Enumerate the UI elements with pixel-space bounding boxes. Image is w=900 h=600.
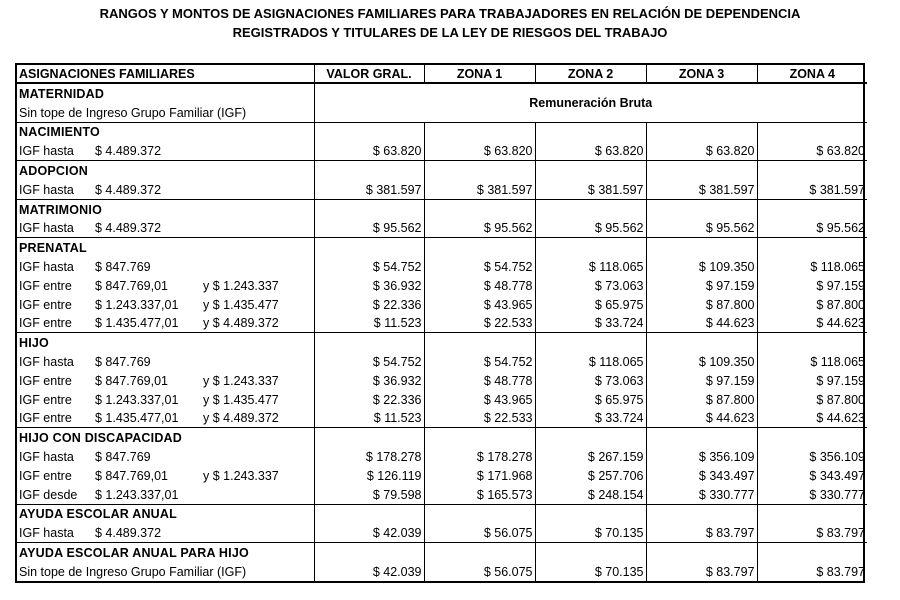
value-cell: $ 54.752 bbox=[424, 352, 535, 371]
value-cell: $ 381.597 bbox=[646, 180, 757, 199]
section-hijo bbox=[17, 333, 867, 352]
range-label: IGF hasta $ 4.489.372 bbox=[19, 182, 162, 197]
value-cell: $ 95.562 bbox=[757, 219, 867, 238]
table-row bbox=[17, 390, 867, 409]
value-cell: $ 330.777 bbox=[646, 485, 757, 504]
value-cell: $ 42.039 bbox=[314, 523, 424, 542]
value-cell: $ 22.336 bbox=[314, 295, 424, 314]
value-cell: $ 257.706 bbox=[535, 466, 646, 485]
value-cell: $ 109.350 bbox=[646, 257, 757, 276]
value-cell: $ 118.065 bbox=[535, 352, 646, 371]
value-cell: $ 95.562 bbox=[424, 219, 535, 238]
value-cell: $ 171.968 bbox=[424, 466, 535, 485]
value-cell: $ 65.975 bbox=[535, 390, 646, 409]
section-hijo-discapacidad bbox=[17, 428, 867, 447]
range-label: IGF desde $ 1.243.337,01 bbox=[19, 487, 179, 502]
value-cell: $ 54.752 bbox=[314, 352, 424, 371]
value-cell: $ 356.109 bbox=[646, 447, 757, 466]
value-cell: $ 381.597 bbox=[424, 180, 535, 199]
table-row bbox=[17, 562, 867, 581]
value-cell: $ 97.159 bbox=[646, 276, 757, 295]
table-row bbox=[17, 447, 867, 466]
value-cell: $ 126.119 bbox=[314, 466, 424, 485]
section-title: AYUDA ESCOLAR ANUAL PARA HIJO bbox=[17, 543, 314, 562]
value-cell: $ 267.159 bbox=[535, 447, 646, 466]
range-label: IGF hasta $ 4.489.372 bbox=[19, 221, 162, 236]
section-matrimonio bbox=[17, 199, 867, 218]
header-asignaciones: ASIGNACIONES FAMILIARES bbox=[17, 65, 314, 83]
value-cell: $ 109.350 bbox=[646, 352, 757, 371]
section-maternidad bbox=[17, 83, 867, 103]
header-zona-2: ZONA 2 bbox=[535, 65, 646, 83]
section-ayuda-escolar bbox=[17, 504, 867, 523]
section-title: MATERNIDAD bbox=[19, 86, 105, 101]
table-row bbox=[17, 523, 867, 542]
value-cell: $ 87.800 bbox=[646, 390, 757, 409]
document-title bbox=[0, 4, 900, 42]
value-cell: $ 33.724 bbox=[535, 409, 646, 428]
value-cell: $ 330.777 bbox=[757, 485, 867, 504]
value-cell: $ 356.109 bbox=[757, 447, 867, 466]
table-row bbox=[17, 257, 867, 276]
value-cell: $ 11.523 bbox=[314, 314, 424, 333]
value-cell: $ 43.965 bbox=[424, 390, 535, 409]
table-row bbox=[17, 371, 867, 390]
value-cell: $ 83.797 bbox=[757, 562, 867, 581]
value-cell: $ 70.135 bbox=[535, 523, 646, 542]
value-cell: $ 95.562 bbox=[314, 219, 424, 238]
value-cell: $ 42.039 bbox=[314, 562, 424, 581]
table-row bbox=[17, 409, 867, 428]
range-label: IGF hasta $ 847.769 bbox=[19, 354, 151, 369]
section-title: MATRIMONIO bbox=[17, 199, 314, 218]
ayuda-escolar-hijo-label: Sin tope de Ingreso Grupo Familiar (IGF) bbox=[19, 564, 247, 579]
header-zona-3: ZONA 3 bbox=[646, 65, 757, 83]
range-label: IGF entre $ 1.435.477,01 y $ 4.489.372 bbox=[19, 316, 279, 331]
value-cell: $ 70.135 bbox=[535, 562, 646, 581]
value-cell: $ 165.573 bbox=[424, 485, 535, 504]
title-line-2: REGISTRADOS Y TITULARES DE LA LEY DE RIESGOS DEL TRABAJO bbox=[232, 25, 668, 40]
value-cell: $ 87.800 bbox=[757, 295, 867, 314]
value-cell: $ 118.065 bbox=[757, 257, 867, 276]
value-cell: $ 381.597 bbox=[535, 180, 646, 199]
table-row bbox=[17, 180, 867, 199]
title-line-1: RANGOS Y MONTOS DE ASIGNACIONES FAMILIARES PARA TRABAJADORES EN RELACIÓN DE DEPENDENCIA bbox=[99, 6, 801, 21]
table-row bbox=[17, 276, 867, 295]
value-cell: $ 63.820 bbox=[424, 141, 535, 160]
value-cell: $ 54.752 bbox=[424, 257, 535, 276]
range-label: IGF entre $ 847.769,01 y $ 1.243.337 bbox=[19, 373, 279, 388]
value-cell: $ 95.562 bbox=[646, 219, 757, 238]
value-cell: $ 95.562 bbox=[535, 219, 646, 238]
value-cell: $ 63.820 bbox=[535, 141, 646, 160]
header-zona-4: ZONA 4 bbox=[757, 65, 867, 83]
range-label: IGF entre $ 1.243.337,01 y $ 1.435.477 bbox=[19, 297, 279, 312]
value-cell: $ 56.075 bbox=[424, 523, 535, 542]
allowances-table-wrapper bbox=[15, 63, 865, 583]
value-cell: $ 118.065 bbox=[757, 352, 867, 371]
value-cell: $ 63.820 bbox=[646, 141, 757, 160]
maternidad-label: Sin tope de Ingreso Grupo Familiar (IGF) bbox=[19, 105, 247, 120]
section-title: PRENATAL bbox=[17, 238, 314, 257]
section-title: AYUDA ESCOLAR ANUAL bbox=[17, 504, 314, 523]
value-cell: $ 43.965 bbox=[424, 295, 535, 314]
value-cell: $ 83.797 bbox=[757, 523, 867, 542]
table-row bbox=[17, 485, 867, 504]
value-cell: $ 22.533 bbox=[424, 314, 535, 333]
section-title: ADOPCION bbox=[17, 161, 314, 180]
range-label: IGF hasta $ 4.489.372 bbox=[19, 526, 162, 541]
section-ayuda-escolar-hijo bbox=[17, 543, 867, 562]
value-cell: $ 63.820 bbox=[757, 141, 867, 160]
value-cell: $ 118.065 bbox=[535, 257, 646, 276]
value-cell: $ 65.975 bbox=[535, 295, 646, 314]
section-prenatal bbox=[17, 238, 867, 257]
header-valor-gral: VALOR GRAL. bbox=[314, 65, 424, 83]
table-row bbox=[17, 314, 867, 333]
header-row bbox=[17, 65, 867, 83]
value-cell: $ 63.820 bbox=[314, 141, 424, 160]
section-title: HIJO CON DISCAPACIDAD bbox=[17, 428, 314, 447]
range-label: IGF entre $ 847.769,01 y $ 1.243.337 bbox=[19, 278, 279, 293]
range-label: IGF entre $ 1.435.477,01 y $ 4.489.372 bbox=[19, 411, 279, 426]
maternidad-value: Remuneración Bruta bbox=[314, 83, 867, 122]
range-label: IGF entre $ 1.243.337,01 y $ 1.435.477 bbox=[19, 392, 279, 407]
value-cell: $ 44.623 bbox=[757, 314, 867, 333]
value-cell: $ 248.154 bbox=[535, 485, 646, 504]
table-row bbox=[17, 141, 867, 160]
value-cell: $ 22.533 bbox=[424, 409, 535, 428]
value-cell: $ 178.278 bbox=[314, 447, 424, 466]
value-cell: $ 36.932 bbox=[314, 276, 424, 295]
value-cell: $ 22.336 bbox=[314, 390, 424, 409]
value-cell: $ 56.075 bbox=[424, 562, 535, 581]
section-title: NACIMIENTO bbox=[17, 122, 314, 141]
table-row bbox=[17, 219, 867, 238]
range-label: IGF entre $ 847.769,01 y $ 1.243.337 bbox=[19, 468, 279, 483]
value-cell: $ 381.597 bbox=[757, 180, 867, 199]
value-cell: $ 11.523 bbox=[314, 409, 424, 428]
section-nacimiento bbox=[17, 122, 867, 141]
value-cell: $ 44.623 bbox=[646, 314, 757, 333]
value-cell: $ 48.778 bbox=[424, 276, 535, 295]
range-label: IGF hasta $ 847.769 bbox=[19, 449, 151, 464]
range-label: IGF hasta $ 4.489.372 bbox=[19, 144, 162, 159]
value-cell: $ 73.063 bbox=[535, 371, 646, 390]
value-cell: $ 87.800 bbox=[646, 295, 757, 314]
section-title: HIJO bbox=[17, 333, 314, 352]
table-row bbox=[17, 295, 867, 314]
value-cell: $ 97.159 bbox=[757, 276, 867, 295]
table-row bbox=[17, 466, 867, 485]
value-cell: $ 33.724 bbox=[535, 314, 646, 333]
value-cell: $ 44.623 bbox=[757, 409, 867, 428]
value-cell: $ 343.497 bbox=[757, 466, 867, 485]
value-cell: $ 83.797 bbox=[646, 523, 757, 542]
value-cell: $ 54.752 bbox=[314, 257, 424, 276]
value-cell: $ 73.063 bbox=[535, 276, 646, 295]
header-zona-1: ZONA 1 bbox=[424, 65, 535, 83]
value-cell: $ 381.597 bbox=[314, 180, 424, 199]
range-label: IGF hasta $ 847.769 bbox=[19, 259, 151, 274]
value-cell: $ 87.800 bbox=[757, 390, 867, 409]
value-cell: $ 79.598 bbox=[314, 485, 424, 504]
table-row bbox=[17, 352, 867, 371]
value-cell: $ 178.278 bbox=[424, 447, 535, 466]
value-cell: $ 44.623 bbox=[646, 409, 757, 428]
section-adopcion bbox=[17, 161, 867, 180]
value-cell: $ 97.159 bbox=[646, 371, 757, 390]
value-cell: $ 36.932 bbox=[314, 371, 424, 390]
value-cell: $ 83.797 bbox=[646, 562, 757, 581]
value-cell: $ 343.497 bbox=[646, 466, 757, 485]
allowances-table bbox=[17, 65, 867, 581]
value-cell: $ 97.159 bbox=[757, 371, 867, 390]
value-cell: $ 48.778 bbox=[424, 371, 535, 390]
